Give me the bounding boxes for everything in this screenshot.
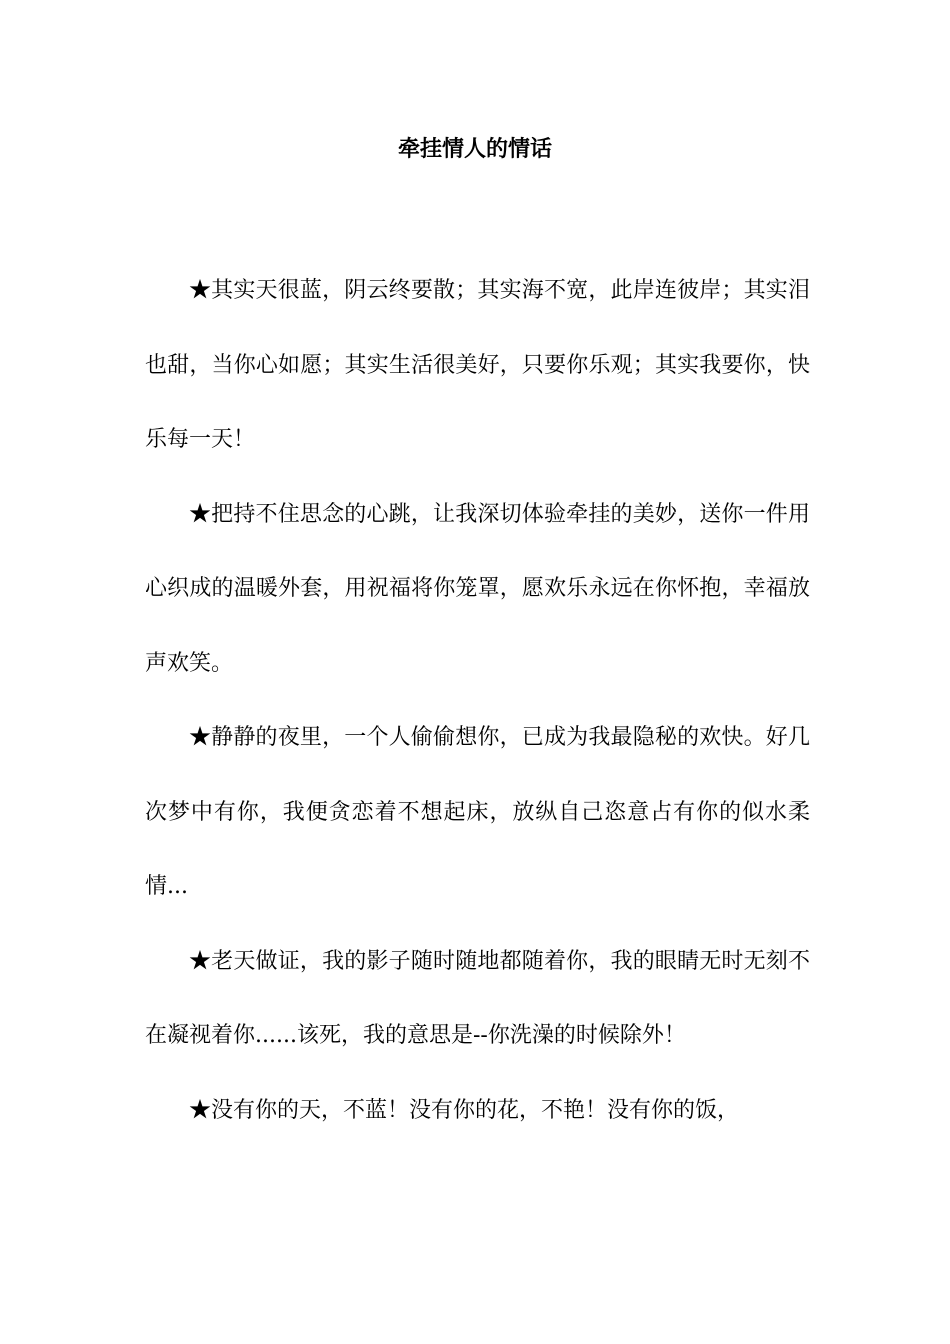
- paragraph: ★其实天很蓝，阴云终要散；其实海不宽，此岸连彼岸；其实泪也甜，当你心如愿；其实生活很美好，只要你乐观；其实我要你，快乐每一天！: [145, 278, 810, 452]
- document-body: [145, 254, 810, 1148]
- paragraph: ★老天做证，我的影子随时随地都随着你，我的眼睛无时无刻不在凝视着你......该死，我的意思是--你洗澡的时候除外！: [145, 948, 810, 1048]
- paragraph: ★没有你的天，不蓝！没有你的花，不艳！没有你的饭，: [189, 1097, 740, 1123]
- paragraph: ★把持不住思念的心跳，让我深切体验牵挂的美妙，送你一件用心织成的温暖外套，用祝福将你笼罩，愿欢乐永远在你怀抱，幸福放声欢笑。: [145, 501, 810, 676]
- document-title: 牵挂情人的情话: [397, 137, 552, 162]
- paragraph: ★静静的夜里，一个人偷偷想你，已成为我最隐秘的欢快。好几次梦中有你，我便贪恋着不想起床，放纵自己恣意占有你的似水柔情...: [145, 725, 810, 899]
